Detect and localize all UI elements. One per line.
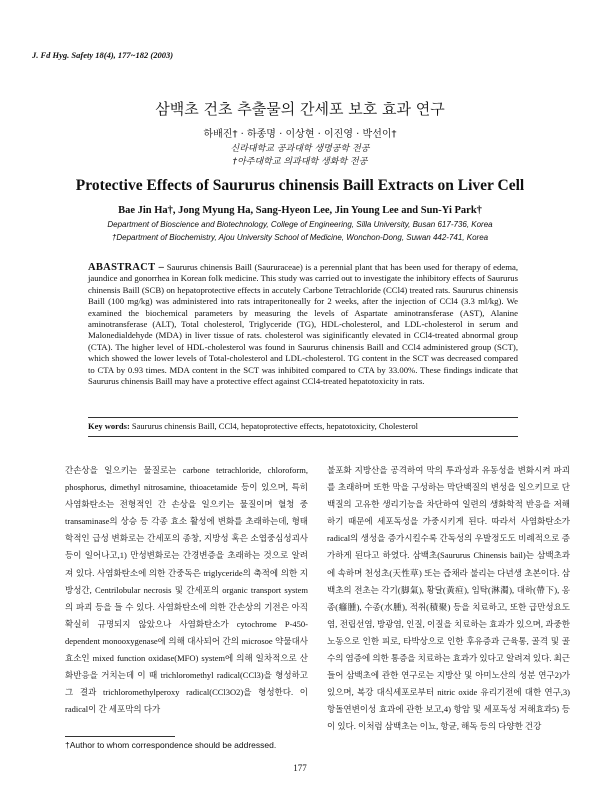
abstract bbox=[88, 262, 518, 387]
footnote: †Author to whom correspondence should be addressed. bbox=[65, 740, 277, 750]
english-title: Protective Effects of Saururus chinensis Baill Extracts on Liver Cell bbox=[75, 177, 525, 194]
abstract-text: Saururus chinensis Baill (Saururaceae) is a perennial plant that has been used for therapy of edema, jaundice and gonorrhea in Korean folk medicine. This study was carried out to investigate the inhibitory effects of Saururus chinensis Baill (SCB) on hepatoprotective effects in accutely Carbone Tetrachloride (CCl4) treated rats. Saururus chinensis Baill (100 mg/kg) was administered into rats intraperitoneally for 2 weeks, after the injection of CCl4 (3.3 ml/kg). We examined the biochemical parameters by measuring the levels of Aspartate aminotransferase (AST), Alanine aminotransferase (ALT), Total cholesterol, Triglyceride (TG), HDL-cholesterol, and LDL-cholesterol in serum and Malonedialdehyde (MDA) in liver tissue of rats. cholesterol was siginificantly elevated in CCl4-treated abnormal group (CTA). The higher level of HDL-cholesterol was found in Saururus chinensis Baill and CCl4 administered group (SCT), which showed the lower levels of Total-cholesterol and LDL-cholesterol. TG content in the SCT was decreased compared to CTA by 0.93 times. MDA content in the SCT was inhibited compared to CTA by 33.00%. These findings indicate that Saururus chinensis Baill may have a protective effect against CCl4-treated hepatotoxicity in rats. bbox=[88, 262, 518, 387]
journal-citation: J. Fd Hyg. Safety 18(4), 177~182 (2003) bbox=[32, 50, 174, 60]
keywords-label: Key words: bbox=[88, 421, 130, 431]
english-authors: Bae Jin Ha†, Jong Myung Ha, Sang-Hyeon Lee, Jin Young Lee and Sun-Yi Park† bbox=[118, 205, 482, 216]
body-column-left: 간손상을 일으키는 물질로는 carbone tetrachloride, chloroform, phosphorus, dimethyl nitrosamine, thioacetamide 등이 있으며, 특히 사염화탄소는 전형적인 간 손상을 일으키는 물질이며 혈청 중 transaminase의 상승 등 각종 효소 활성에 변화를 초래하는데, 형태학적인 급성 변화로는 간세포의 종창, 지방성 혹은 소엽중심성괴사 등이 일어나고,1) 만성변화로는 간경변증을 초래하는 것으로 알려져 있다. 사염화탄소에 의한 간중독은 triglyceride의 축적에 의한 지방성간, Centrilobular necrosis 및 간세포의 organic transport system의 파괴 등을 들 수 있다. 사염화탄소에 의한 간손상의 기전은 아직 확실히 규명되지 않았으나 사염화탄소가 cytochrome P-450-dependent monooxygenase에 의해 대사되어 간의 microsoe 약물대사 효소인 mixed function oxidase(MFO) system에 의해 일차적으로 산화반응을 거치는데 이 때 trichloromethyl radical(CCl3)을 형성하고 그 결과 trichloromethylperoxy radical(CCl3O2)을 형성한다. 이 radical이 간 세포막의 다가 bbox=[65, 465, 308, 715]
divider-top bbox=[88, 417, 518, 418]
body-column-right: 불포화 지방산을 공격하여 막의 투과성과 유동성을 변화시켜 파괴를 초래하며 또한 막을 구성하는 막단백질의 변성을 일으키므로 단백질의 고유한 생리기능을 차단하여 일련의 생화학적 반응을 저해하기 때문에 세포독성을 가중시키게 된다. 따라서 사염화탄소가 radical의 생성을 증가시킬수록 간독성의 우발정도도 비례적으로 증가하게 된다고 하였다. 삼백초(Saururus Chinensis bail)는 삼백초과에 속하며 천성초(天性草) 또는 즙채라 불리는 다년생 초본이다. 삼백초의 전초는 각기(脚氣), 황달(黃疸), 임탁(淋濁), 대하(帶下), 옹종(癰腫), 수종(水腫), 적취(積聚) 등을 치료하고, 또한 급만성요도염, 전립선염, 방광염, 인질, 이질을 치료하는 효과가 있으며, 과중한 노동으로 인한 피로, 타박상으로 인한 후유증과 근육통, 골격 및 골수의 염증에 의한 통증을 치료하는 효과가 있다고 알려져 있다. 최근 들어 삼백초에 관한 연구로는 지방산 및 아미노산의 성분 연구2)가 있으며, 복강 대식세포로부터 nitric oxide 유리기전에 대한 연구,3) 항돌연변이성 효과에 관한 보고,4) 항암 및 세포독성 저해효과5) 등이 있다. 이처럼 삼백초는 이뇨, 항균, 해독 등의 다양한 건강 bbox=[327, 465, 570, 732]
keywords-text: Saururus chinensis Baill, CCl4, hepatoprotective effects, hepatotoxicity, Cholesterol bbox=[131, 421, 419, 431]
abstract-label: ABASTRACT – bbox=[88, 262, 165, 273]
korean-authors: 하배진† · 하종명 · 이상현 · 이진영 · 박선이† bbox=[203, 129, 397, 140]
korean-affiliation-1: 신라대학교 공과대학 생명공학 전공 bbox=[230, 144, 370, 154]
korean-affiliation-2: †아주대학교 의과대학 생화학 전공 bbox=[232, 157, 368, 167]
footnote-divider bbox=[65, 736, 175, 737]
english-affiliation-1: Department of Bioscience and Biotechnology, College of Engineering, Silla University, Busan 617-736, Korea bbox=[107, 220, 493, 229]
english-affiliation-2: †Department of Biochemistry, Ajou University School of Medicine, Wonchon-Dong, Suwan 442-741, Korea bbox=[111, 233, 489, 242]
korean-title: 삼백초 건초 추출물의 간세포 보호 효과 연구 bbox=[155, 100, 445, 118]
page-number: 177 bbox=[293, 763, 307, 773]
divider-bottom bbox=[88, 436, 518, 437]
keywords bbox=[88, 421, 518, 431]
